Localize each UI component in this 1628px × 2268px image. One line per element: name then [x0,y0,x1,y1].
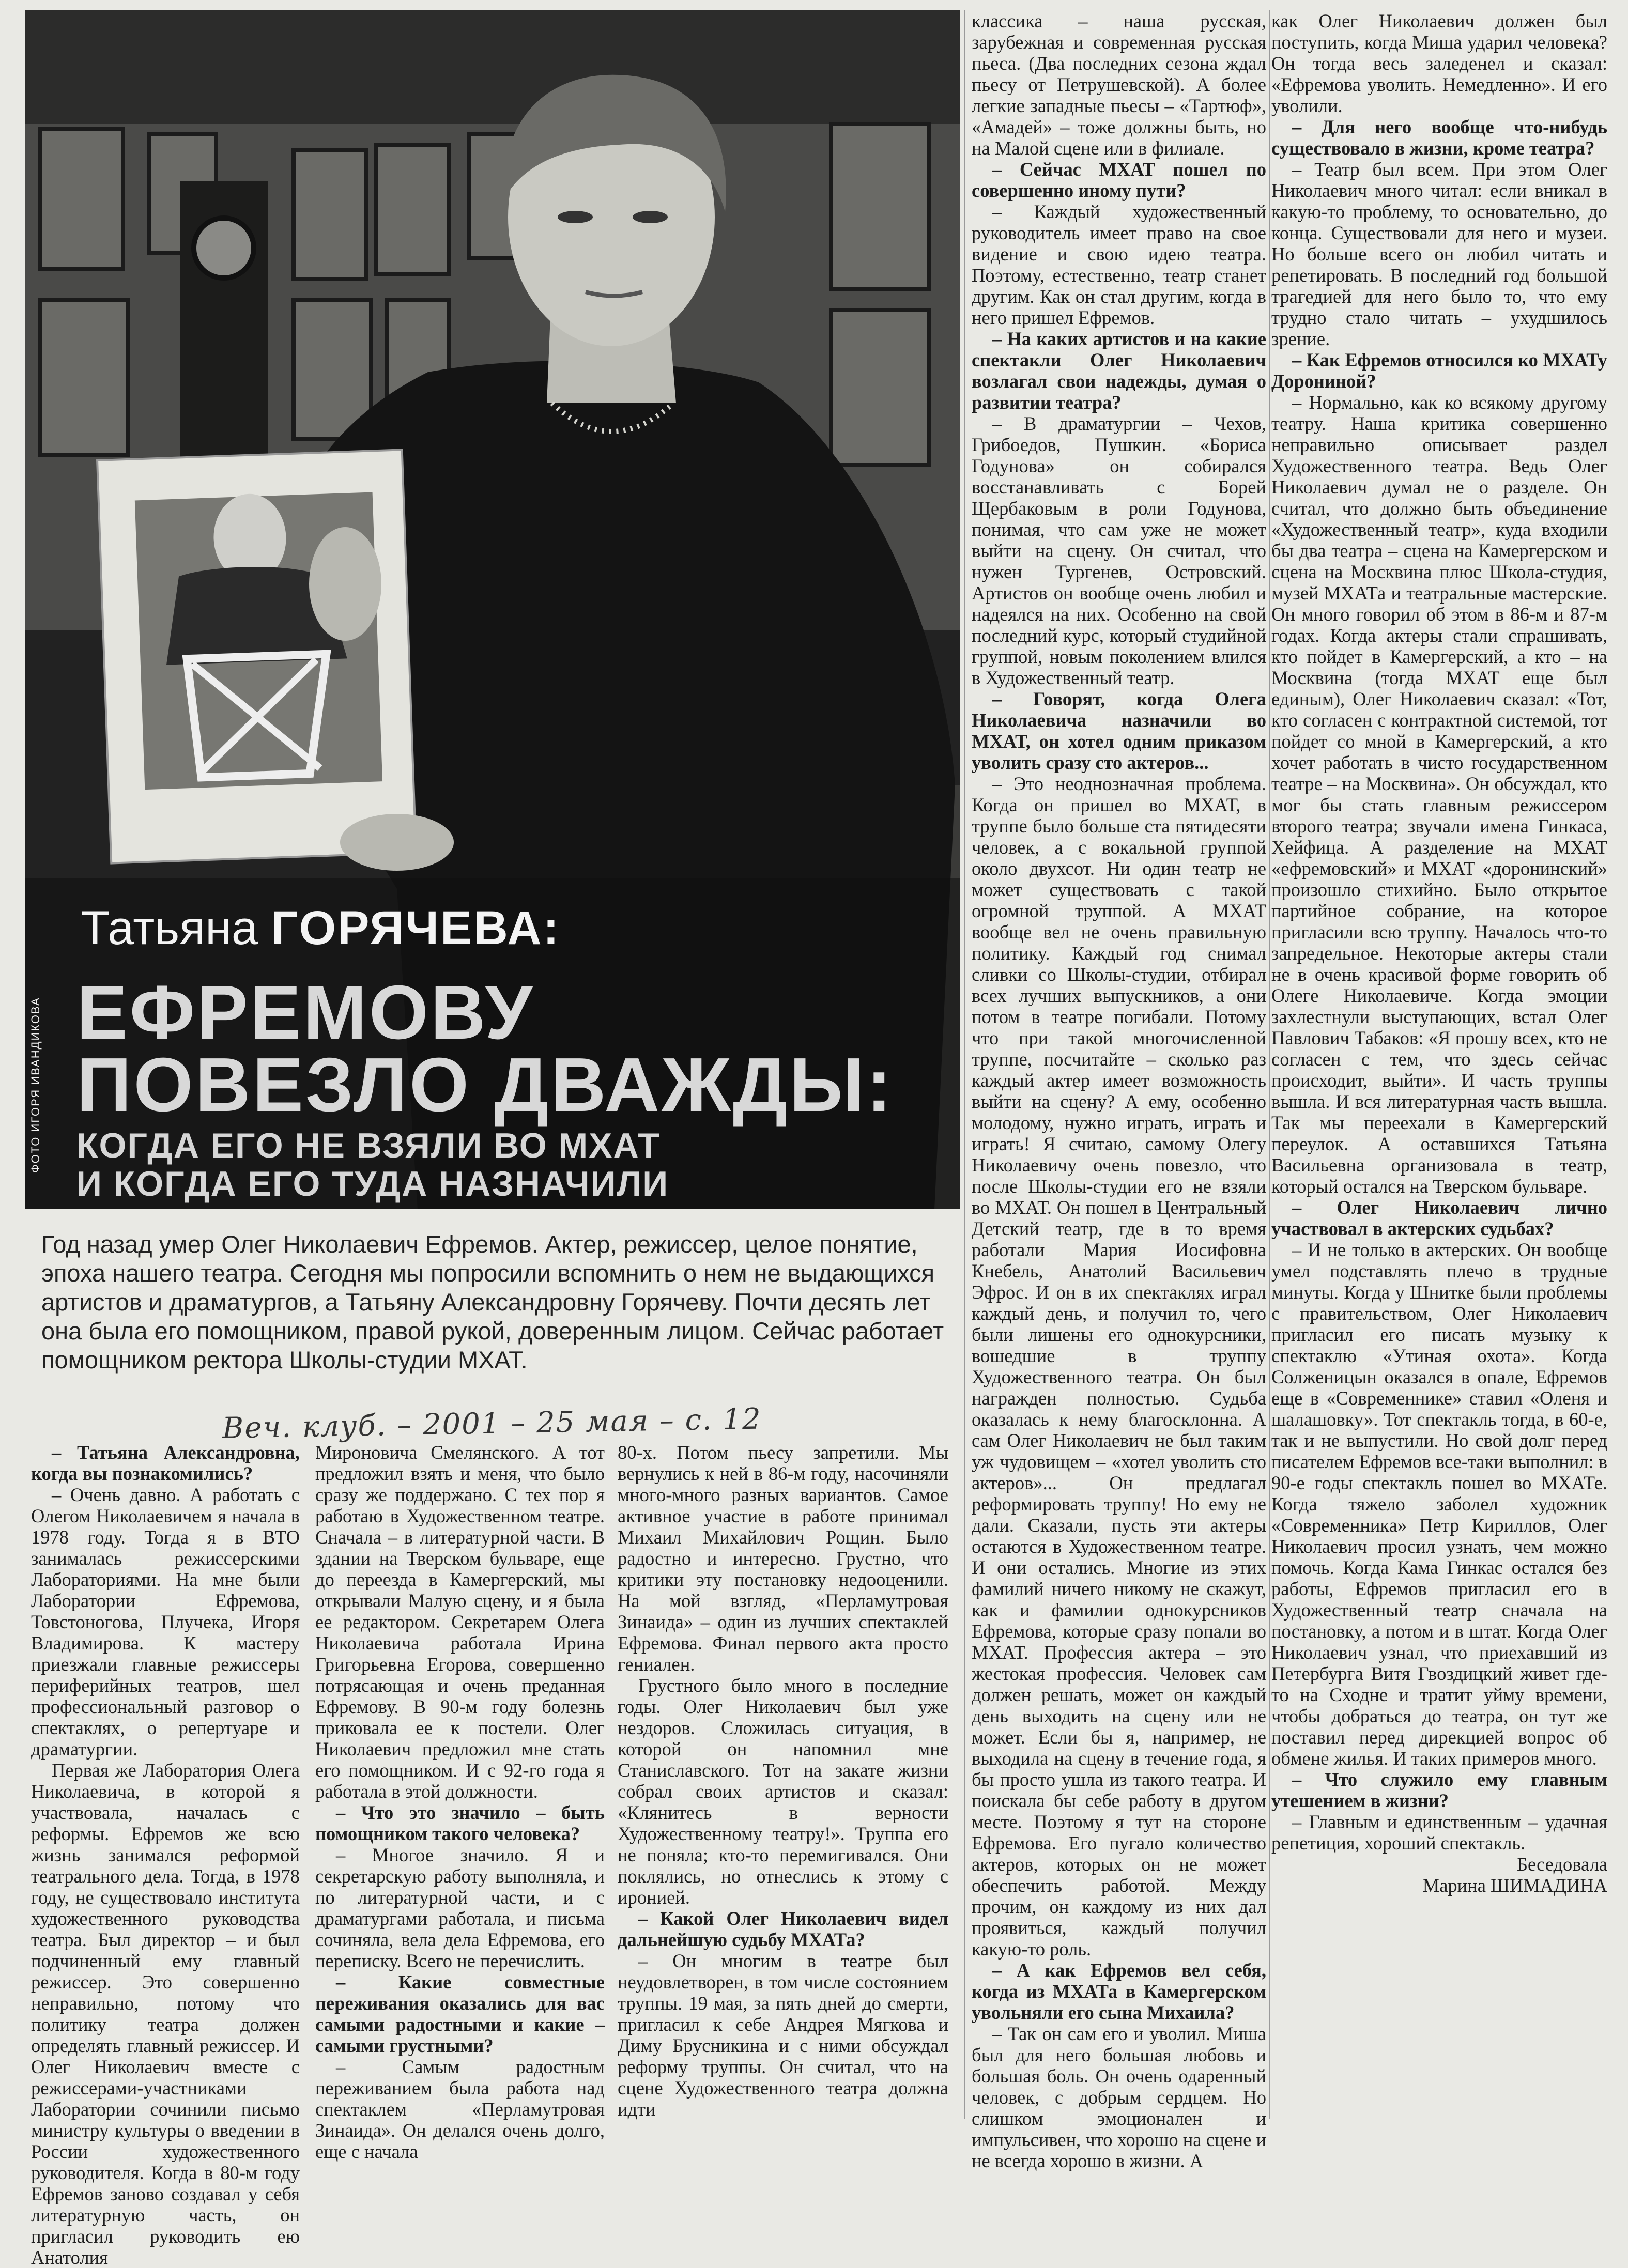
interview-question: – Что это значило – быть помощником такого человека? [315,1802,605,1844]
interview-paragraph: как Олег Николаевич должен был поступить, когда Миша ударил человека? Он тогда весь заледенел и сказал: «Ефремова уволить. Немедленно». И его уволили. [1271,10,1607,116]
interview-question: – А как Ефремов вел себя, когда из МХАТа в Камергерском увольняли его сына Михаила? [972,1960,1266,2023]
interview-question: – Татьяна Александровна, когда вы познакомились? [31,1442,300,1484]
interview-question: – Сейчас МХАТ пошел по совершенно иному пути? [972,159,1266,201]
text-column-1 [31,1442,300,2268]
interview-paragraph: Грустного было много в последние годы. Олег Николаевич был уже нездоров. Сложилась ситуация, в которой он напомнил мне Станиславского. Тот на закате жизни собрал своих артистов и сказал: «Клянитесь в верности Художественному театру!». Труппа его не поняла; кто-то перемигивался. Они поклялись, но отнеслись к этому с иронией. [618,1675,948,1908]
interview-question: – Олег Николаевич лично участвовал в актерских судьбах? [1271,1197,1607,1239]
interview-paragraph: – Это неоднозначная проблема. Когда он пришел во МХАТ, в труппе было больше ста пятидесяти человек, а с вокальной группой около двухсот. Ни один театр не может существовать с такой огромной труппой. А МХАТ вообще вел не очень правильную политику. Каждый год снимал сливки со Школы-студии, отбирал всех лучших выпускников, а они потом в театре погибали. Потому что при такой многочисленной труппе, посчитайте – сколько раз каждый актер имеет возможность выйти на сцену? А ему, особенно молодому, нужно играть, играть и играть! Я считаю, самому Олегу Николаевичу очень повезло, что после Школы-студии его не взяли во МХАТ. Он пошел в Центральный Детский театр, где в то время работали Мария Иосифовна Кнебель, Анатолий Васильевич Эфрос. И он в их спектаклях играл каждый день, и получил то, чего были лишены его однокурсники, вошедшие в труппу Художественного театра. Он был награжден полностью. Судьба оказалась к нему благосклонна. А сам Олег Николаевич не был таким уж чудовищем – «хотел уволить сто актеров»... Он предлагал реформировать труппу! Но ему не дали. Сказали, пусть эти актеры остаются в Художественном театре. И они остались. Многие из этих фамилий ничего никому не скажут, как и фамилии однокурсников Ефремова, которые сразу попали во МХАТ. Профессия актера – это жестокая профессия. Человек сам должен решать, может он каждый день выходить на сцену или не может. Если бы я, например, не выходила на сцену в течение года, я бы просто ушла из такого театра. И поискала бы себе работу в другом месте. Поэтому я тут на стороне Ефремова. Его пугало количество актеров, которых он не может обеспечить работой. Между прочим, он каждому из них дал проявиться, каждый получил какую-то роль. [972,773,1266,1960]
photo-credit: ФОТО ИГОРЯ ИВАНДИКОВА [29,997,42,1174]
interview-paragraph: – Самым радостным переживанием была работа над спектаклем «Перламутровая Зинаида». Он делался очень долго, еще с начала [315,2056,605,2162]
text-column-3 [618,1442,948,2120]
interview-question: – На каких артистов и на какие спектакли Олег Николаевич возлагал свои надежды, думая о развитии театра? [972,328,1266,413]
interview-paragraph: – В драматургии – Чехов, Грибоедов, Пушкин. «Бориса Годунова» он собирался восстанавливать с Борей Щербаковым в роли Годунова, понимая, что сам уже не может выйти на сцену. Он считал, что нужен Тургенев, Островский. Артистов он вообще очень любил и надеялся на них. Особенно на свой последний курс, который студийной группой, новым поколением влился в Художественный театр. [972,413,1266,688]
interview-question: – Что служило ему главным утешением в жизни? [1271,1769,1607,1811]
text-column-5 [1271,10,1607,1896]
interview-paragraph: Первая же Лаборатория Олега Николаевича, в которой я участвовала, началась с реформы. Ефремов же всю жизнь занимался реформой театрального дела. Тогда, в 1978 году, не существовало института художественного руководства театра. Был директор – и был подчиненный ему главный режиссер. Это совершенно неправильно, потому что политику театра должен определять главный режиссер. И Олег Николаевич вместе с режиссерами-участниками Лаборатории сочинили письмо министру культуры о введении в России художественного руководителя. Когда в 80-м году Ефремов заново создавал у себя литературную часть, он пригласил руководить ею Анатолия [31,1760,300,2268]
column-rule [964,10,965,2119]
interview-paragraph: Мироновича Смелянского. А тот предложил взять и меня, что было сразу же поддержано. С тех пор я работаю в Художественном театре. Сначала – в литературной части. В здании на Тверском бульваре, еще до переезда в Камергерский, мы открывали Малую сцену, и я была ее редактором. Секретарем Олега Николаевича работала Ирина Григорьевна Егорова, совершенно потрясающая и очень преданная Ефремову. В 90-м году болезнь приковала ее к постели. Олег Николаевич предложил мне стать его помощником. И с 92-го года я работала в этой должности. [315,1442,605,1802]
subhead-line-1: КОГДА ЕГО НЕ ВЗЯЛИ ВО МХАТ [76,1126,661,1165]
subhead-line-2: И КОГДА ЕГО ТУДА НАЗНАЧИЛИ [76,1164,669,1204]
subheadline [76,1127,960,1203]
kicker-name: Татьяна [81,902,258,954]
interview-question: – Для него вообще что-нибудь существовало в жизни, кроме театра? [1271,116,1607,159]
kicker-surname: ГОРЯЧЕВА: [271,902,561,954]
interview-paragraph: – Очень давно. А работать с Олегом Николаевичем я начала в 1978 году. Тогда я в ВТО занималась режиссерскими Лабораториями. На мне были Лаборатории Ефремова, Товстоногова, Плучека, Игоря Владимирова. К мастеру приезжали главные режиссеры периферийных театров, шел профессиональный разговор о спектаклях, о репертуаре и драматургии. [31,1484,300,1760]
photo-block [25,10,960,1209]
interview-paragraph: классика – наша русская, зарубежная и современная русская пьеса. (Два последних сезона ждал пьесу от Петрушевской). А более легкие западные пьесы – «Тартюф», «Амадей» – тоже должны быть, но на Малой сцене или в филиале. [972,10,1266,159]
byline: Марина ШИМАДИНА [1422,1875,1607,1896]
interview-paragraph: – Главным и единственным – удачная репетиция, хороший спектакль. [1271,1811,1607,1854]
handwritten-note: Веч. клуб. – 2001 – 25 мая – с. 12 [222,1402,762,1445]
lead-paragraph: Год назад умер Олег Николаевич Ефремов. Актер, режиссер, целое понятие, эпоха нашего театра. Сегодня мы попросили вспомнить о нем не выдающихся артистов и драматургов, а Татьяну Александровну Горячеву. Почти десять лет она была его помощником, правой рукой, доверенным лицом. Сейчас работает помощником ректора Школы-студии МХАТ. [41,1230,944,1374]
interview-paragraph: – Многое значило. Я и секретарскую работу выполняла, и по литературной части, и с драматургами работала, и письма сочиняла, вела дела Ефремова, его переписку. Всего не перечислить. [315,1844,605,1971]
interview-question: – Какие совместные переживания оказались для вас самыми радостными и какие – самыми грустными? [315,1971,605,2056]
byline: Беседовала [1517,1854,1607,1875]
column-rule [1269,10,1270,2119]
text-column-2 [315,1442,605,2162]
interview-paragraph: – Каждый художественный руководитель имеет право на свое видение и свою идею театра. Поэтому, естественно, театр станет другим. Как он стал другим, когда в него пришел Ефремов. [972,201,1266,328]
interview-paragraph: – И не только в актерских. Он вообще умел подставлять плечо в трудные минуты. Когда у Шнитке были проблемы с правительством, Олег Николаевич пригласил его писать музыку к спектаклю «Утиная охота». Когда Солженицын оказался в опале, Ефремов еще в «Современнике» ставил «Оленя и шалашовку». Тот спектакль тогда, в 60-е, так и не выпустили. Но свой долг перед писателем Ефремов все-таки выполнил: в 90-е годы спектакль пошел во МХАТе. Когда тяжело заболел художник «Современника» Петр Кириллов, Олег Николаевич просил узнать, чем можно помочь. Когда Кама Гинкас остался без работы, Ефремов пригласил его в Художественный театр сначала на постановку, а потом и в штат. Когда Олег Николаевич узнал, что приехавший из Петербурга Витя Гвоздицкий живет где-то на Сходне и тратит уйму времени, чтобы добраться до театра, он тут же поставил перед дирекцией вопрос об обмене жилья. И таких примеров много. [1271,1239,1607,1769]
kicker [81,904,560,952]
headline-line-1: ЕФРЕМОВУ [76,970,535,1055]
interview-paragraph: – Театр был всем. При этом Олег Николаевич много читал: если вникал в какую-то проблему, то основательно, до конца. Существовали для него и музеи. Но больше всего он любил читать и репетировать. В последний год большой трагедией для него было то, что ему трудно стало читать – ухудшилось зрение. [1271,159,1607,349]
interview-paragraph: 80-х. Потом пьесу запретили. Мы вернулись к ней в 86-м году, насочиняли много-много разных вариантов. Самое активное участие в работе принимал Михаил Михайлович Рощин. Было радостно и интересно. Грустно, что критики эту постановку недооценили. На мой взгляд, «Перламутровая Зинаида» – один из лучших спектаклей Ефремова. Финал первого акта просто гениален. [618,1442,948,1675]
headline-line-2: ПОВЕЗЛО ДВАЖДЫ: [76,1042,894,1128]
text-column-4 [972,10,1266,2171]
interview-question: – Говорят, когда Олега Николаевича назначили во МХАТ, он хотел одним приказом уволить сразу сто актеров... [972,688,1266,773]
interview-question: – Какой Олег Николаевич видел дальнейшую судьбу МХАТа? [618,1908,948,1950]
interview-paragraph: – Он многим в театре был неудовлетворен, в том числе состоянием труппы. 19 мая, за пять дней до смерти, пригласил к себе Андрея Мягкова и Диму Брусникина и с ними обсуждал реформу труппы. Он считал, что на сцене Художественного театра должна идти [618,1950,948,2120]
headline [76,970,914,1128]
interview-paragraph: – Нормально, как ко всякому другому театру. Наша критика совершенно неправильно описывает раздел Художественного театра. Ведь Олег Николаевич думал не о разделе. Он считал, что должно быть объединение «Художественный театр», куда входили бы два театра – сцена на Камергерском и сцена на Москвина плюс Школа-студия, музей МХАТа и театральные мастерские. Он много говорил об этом в 86-м и 87-м годах. Когда актеры стали спрашивать, кто пойдет в Камергерский, а кто – на Москвина (тогда МХАТ еще был единым), Олег Николаевич сказал: «Тот, кто согласен с контрактной системой, тот пойдет со мной в Камергерский, а кто хочет работать в чисто государственном театре – на Москвина». Он обсуждал, кто мог бы стать главным режиссером второго театра; звучали имена Гинкаса, Хейфица. А разделение на МХАТ «ефремовский» и МХАТ «доронинский» произошло стихийно. Было открытое партийное собрание, на которое пригласили всю труппу. Началось что-то запредельное. Некоторые актеры стали не в очень красивой форме говорить об Олеге Николаевиче. Когда эмоции захлестнули выступающих, встал Олег Павлович Табаков: «Я прошу всех, кто не согласен с тем, что здесь сейчас происходит, выйти». И часть труппы вышла. И вся литературная часть вышла. Так мы переехали в Камергерский переулок. А оставшихся Татьяна Васильевна организовала в театр, который остался на Тверском бульваре. [1271,392,1607,1197]
interview-question: – Как Ефремов относился ко МХАТу Дорониной? [1271,349,1607,392]
interview-paragraph: – Так он сам его и уволил. Миша был для него большая любовь и большая боль. Он очень одаренный человек, с добрым сердцем. Но слишком эмоционален и импульсивен, что хорошо на сцене и не всегда хорошо в жизни. А [972,2023,1266,2171]
